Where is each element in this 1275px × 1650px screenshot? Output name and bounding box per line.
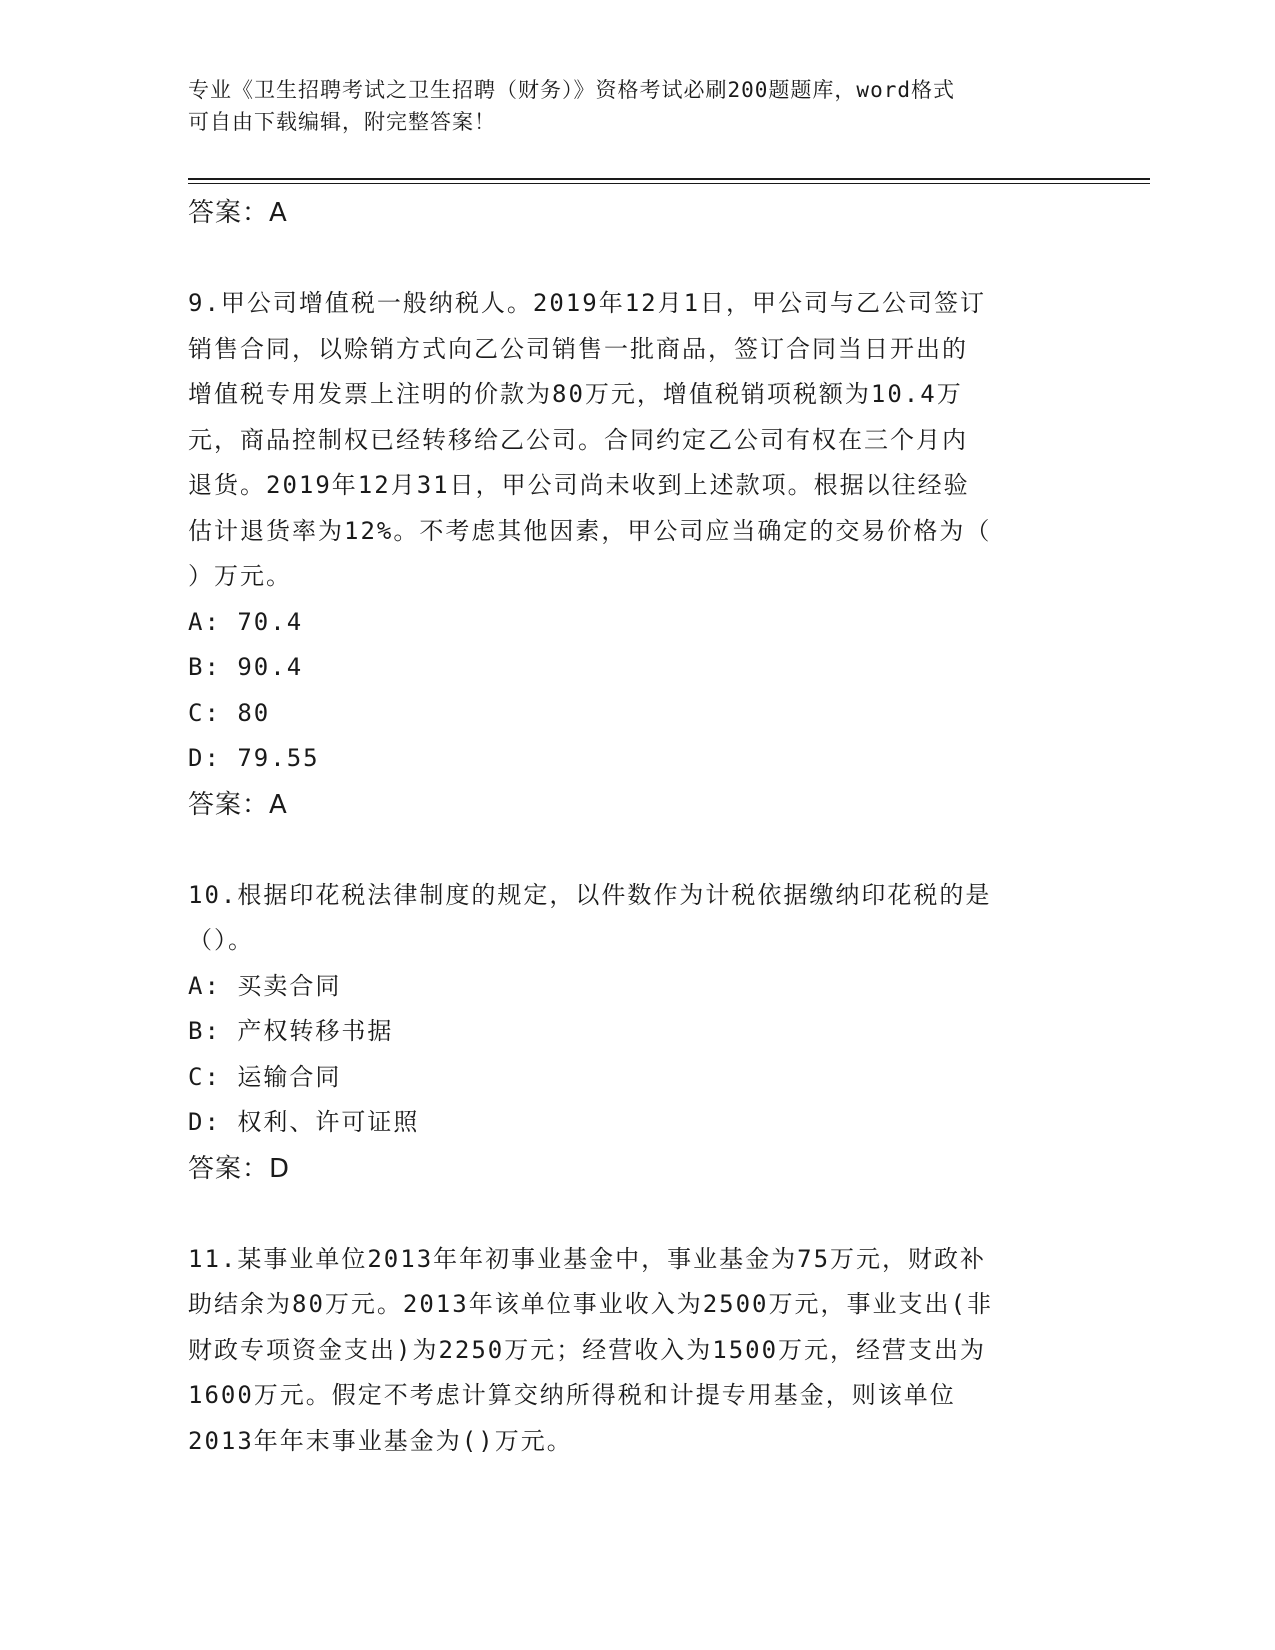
question-line: 销售合同，以赊销方式向乙公司销售一批商品，签订合同当日开出的 [188,334,968,363]
question-line: 10.根据印花税法律制度的规定，以件数作为计税依据缴纳印花税的是 [188,880,992,909]
document-body [188,190,1078,1464]
question-line: 9.甲公司增值税一般纳税人。2019年12月1日，甲公司与乙公司签订 [188,289,987,317]
question-line: 11.某事业单位2013年年初事业基金中，事业基金为75万元，财政补 [188,1244,987,1273]
header-line-2: 可自由下载编辑，附完整答案！ [188,110,496,134]
question-9 [188,281,1078,828]
question-answer: 答案：A [188,789,288,820]
option-d: D: 权利、许可证照 [188,1108,420,1136]
option-c: C: 80 [188,698,271,727]
question-text [188,873,1078,964]
question-answer: 答案：D [188,1153,291,1184]
question-line: 估计退货率为12%。不考虑其他因素，甲公司应当确定的交易价格为（ [188,516,992,545]
question-line: （）。 [188,926,254,954]
question-line: ）万元。 [188,562,292,590]
question-text [188,281,1078,600]
spacer [188,1192,1078,1237]
header-divider-thin [188,183,1150,184]
question-line: 退货。2019年12月31日，甲公司尚未收到上述款项。根据以往经验 [188,471,970,499]
option-a: A: 买卖合同 [188,971,342,1000]
spacer [188,828,1078,873]
option-a: A: 70.4 [188,607,304,636]
question-line: 元，商品控制权已经转移给乙公司。合同约定乙公司有权在三个月内 [188,425,968,454]
question-text [188,1237,1078,1465]
question-line: 增值税专用发票上注明的价款为80万元，增值税销项税额为10.4万 [188,380,963,408]
option-c: C: 运输合同 [188,1062,342,1091]
document-header [188,74,1068,138]
option-b: B: 90.4 [188,653,304,681]
question-10 [188,873,1078,1192]
header-divider-thick [188,178,1150,180]
spacer [188,236,1078,281]
option-b: B: 产权转移书据 [188,1017,394,1045]
question-line: 财政专项资金支出)为2250万元；经营收入为1500万元，经营支出为 [188,1335,987,1364]
previous-answer: 答案：A [188,198,288,228]
header-line-1: 专业《卫生招聘考试之卫生招聘（财务）》资格考试必刷200题题库，word格式 [188,78,955,102]
question-line: 1600万元。假定不考虑计算交纳所得税和计提专用基金，则该单位 [188,1381,956,1409]
question-line: 2013年年末事业基金为()万元。 [188,1426,573,1455]
question-11 [188,1237,1078,1465]
option-d: D: 79.55 [188,744,320,772]
question-line: 助结余为80万元。2013年该单位事业收入为2500万元，事业支出(非 [188,1290,993,1318]
